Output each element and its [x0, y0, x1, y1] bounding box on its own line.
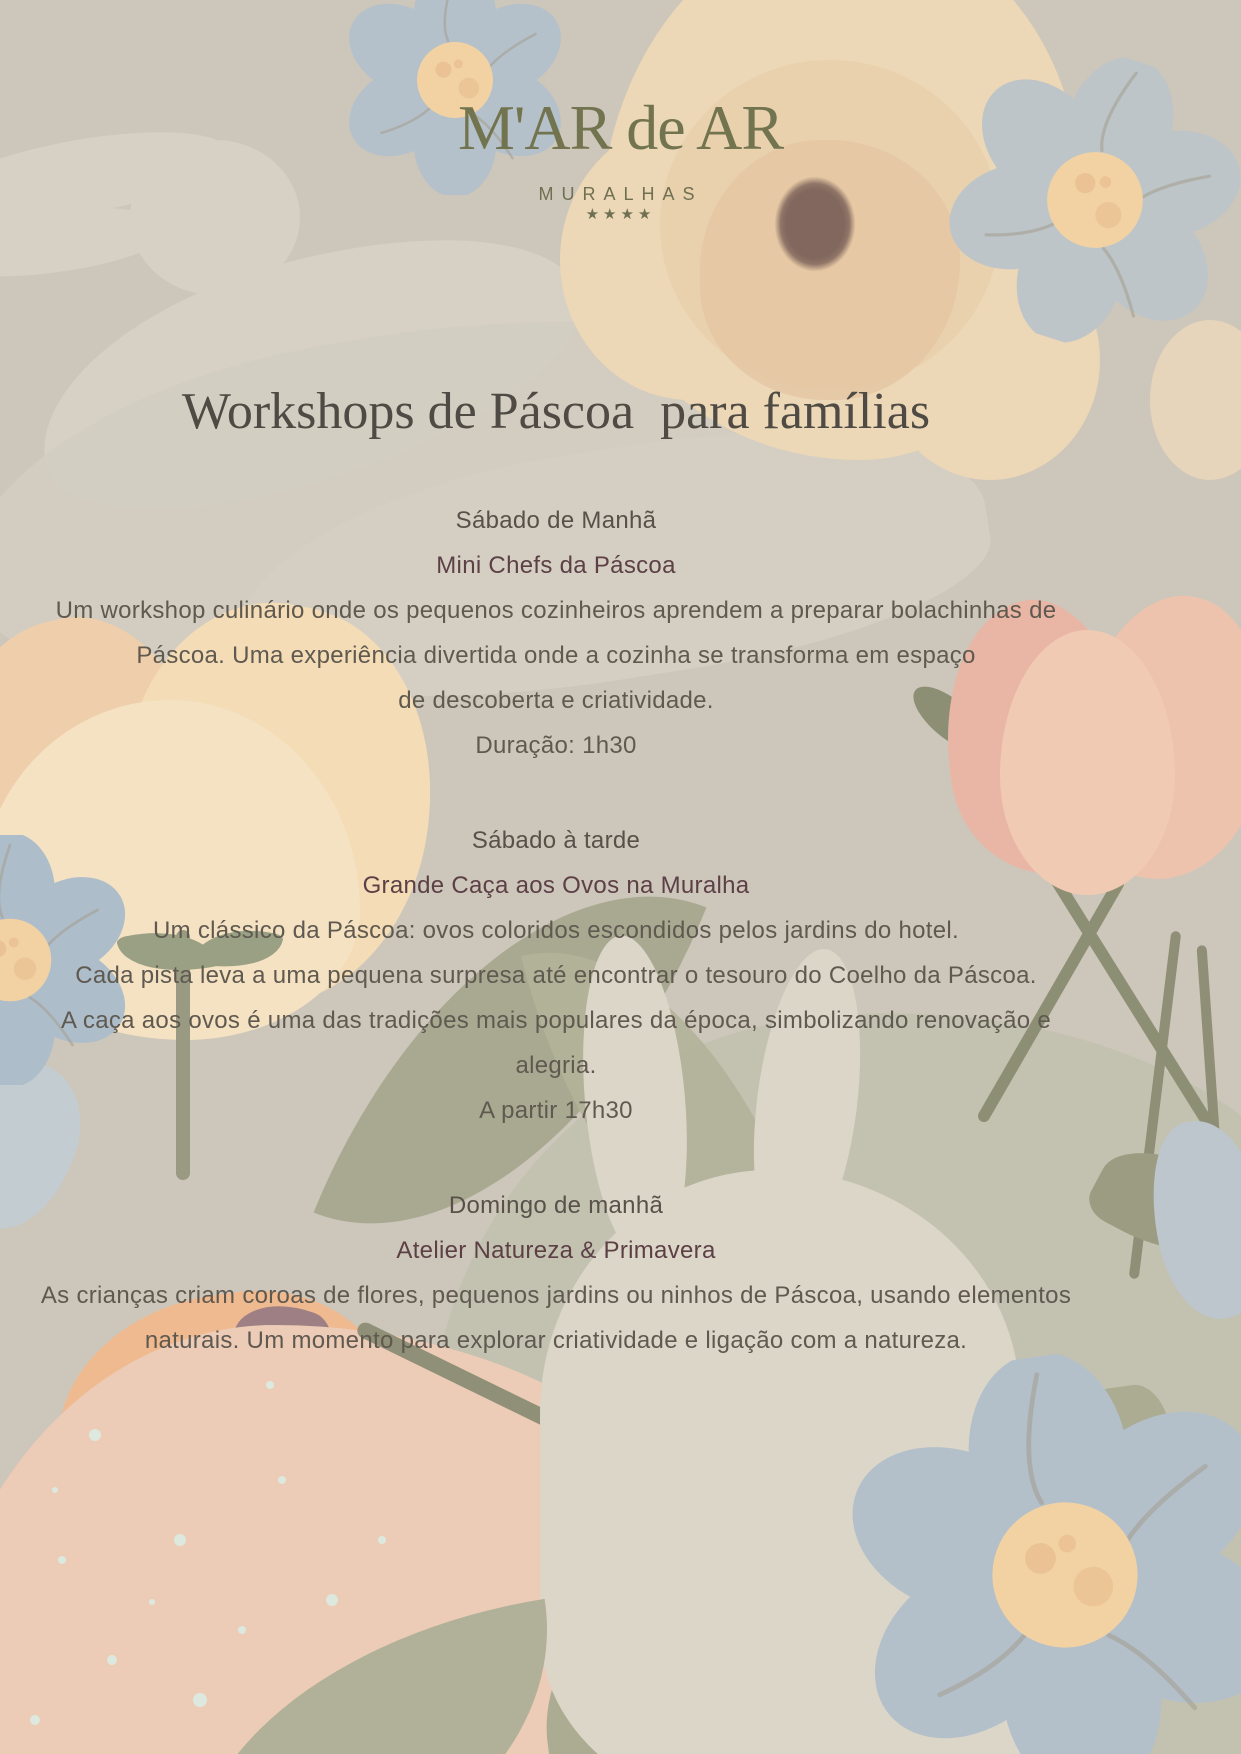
schedule-heading: Sábado de Manhã [455, 507, 657, 534]
event-time: Duração: 1h30 [475, 732, 637, 759]
event-time: A partir 17h30 [479, 1097, 633, 1124]
schedule-heading: Domingo de manhã [448, 1192, 664, 1219]
event-name: Mini Chefs da Páscoa [436, 552, 676, 579]
workshops-list [0, 498, 1112, 1363]
schedule-heading: Sábado à tarde [471, 827, 641, 854]
event-description-line: naturais. Um momento para explorar criatividade e ligação com a natureza. [144, 1327, 968, 1354]
event-description-line: A caça aos ovos é uma das tradições mais populares da época, simbolizando renovação e [60, 1007, 1052, 1034]
event-description-line: Páscoa. Uma experiência divertida onde a cozinha se transforma em espaço [136, 642, 976, 669]
event-description-line: Um workshop culinário onde os pequenos cozinheiros aprendem a preparar bolachinhas de [55, 597, 1057, 624]
hotel-logo [0, 92, 1241, 223]
event-description-line: Um clássico da Páscoa: ovos coloridos escondidos pelos jardins do hotel. [152, 917, 960, 944]
blue-flower-decoration [817, 1327, 1241, 1754]
event-name: Grande Caça aos Ovos na Muralha [362, 872, 750, 899]
event-name: Atelier Natureza & Primavera [396, 1237, 716, 1264]
workshop-section-sunday-morning [0, 1183, 1112, 1363]
event-description-line: As crianças criam coroas de flores, pequenos jardins ou ninhos de Páscoa, usando elementos [40, 1282, 1072, 1309]
star-rating-icons: ★★★★ [585, 206, 656, 223]
hotel-brand-name: M'AR de AR [457, 92, 784, 163]
event-description-line: alegria. [515, 1052, 597, 1079]
page-title: Workshops de Páscoa para famílias [181, 383, 931, 440]
event-description-line: Cada pista leva a uma pequena surpresa até encontrar o tesouro do Coelho da Páscoa. [75, 962, 1037, 989]
workshop-section-saturday-morning [0, 498, 1112, 768]
hotel-subbrand-name: MURALHAS [538, 184, 703, 204]
workshop-section-saturday-afternoon [0, 818, 1112, 1133]
event-description-line: de descoberta e criatividade. [398, 687, 714, 714]
